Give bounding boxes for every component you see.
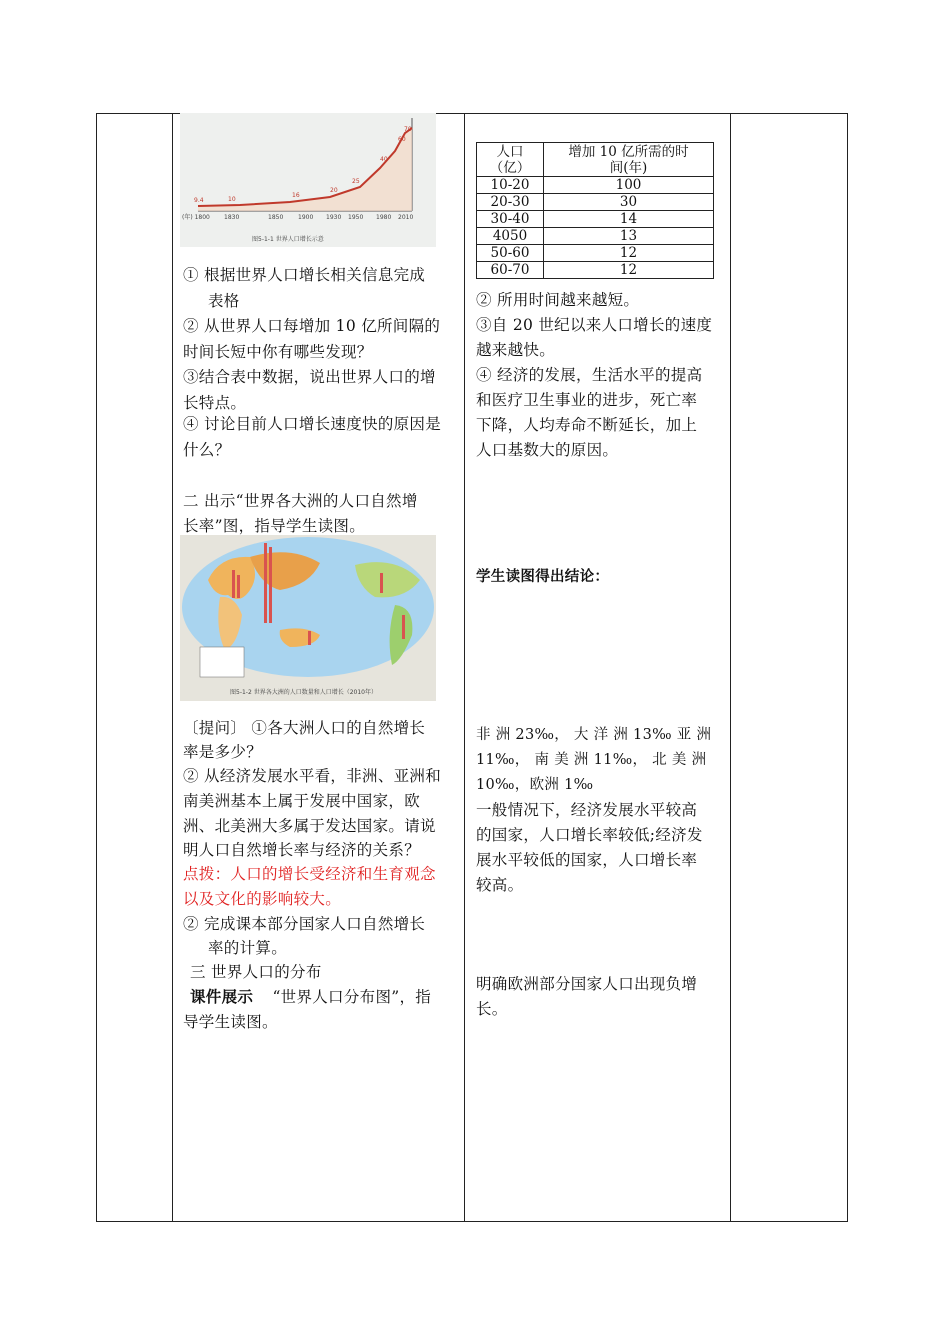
header-population-line2: （亿） (489, 159, 531, 176)
row-years: 14 (544, 211, 714, 228)
svg-text:16: 16 (292, 192, 300, 199)
table-row (477, 211, 714, 228)
calc-task-cont: 率的计算。 (208, 939, 288, 957)
svg-text:1930: 1930 (326, 214, 342, 221)
svg-text:9.4: 9.4 (194, 197, 204, 204)
table-row (477, 245, 714, 262)
general-line-2: 的国家，人口增长率较低;经济发 (476, 826, 703, 844)
row-range: 30-40 (477, 211, 544, 228)
svg-text:2010: 2010 (398, 214, 414, 221)
question-2: ② 从世界人口每增加 10 亿所间隔的 (183, 317, 441, 335)
question-2-cont: 时间长短中你有哪些发现？ (183, 343, 373, 361)
economy-question-2: 南美洲基本上属于发展中国家，欧 (183, 792, 421, 810)
courseware-label: 课件展示 (190, 988, 254, 1006)
row-years: 13 (544, 228, 714, 245)
population-curve-drawing (180, 113, 436, 247)
economy-question-4: 明人口自然增长率与经济的关系？ (183, 841, 421, 859)
header-years-line2: 间(年) (609, 159, 648, 176)
question-ask-cont: 率是多少？ (183, 743, 263, 761)
section-2-heading: 二 出示“世界各大洲的人口自然增 (183, 492, 418, 510)
economy-question-3: 洲、北美洲大多属于发达国家。请说 (183, 817, 436, 835)
general-line-1: 一般情况下，经济发展水平较高 (476, 801, 698, 819)
answer-3: ③自 20 世纪以来人口增长的速度 (476, 316, 713, 334)
europe-note-1: 明确欧洲部分国家人口出现负增 (476, 975, 698, 993)
table-header-years (544, 143, 714, 177)
world-map-drawing (180, 535, 436, 701)
economy-question-1: ② 从经济发展水平看，非洲、亚洲和 (183, 767, 442, 785)
rates-line-2: 11‰， 南 美 洲 11‰， 北 美 洲 (476, 752, 707, 768)
europe-note-2: 长。 (476, 1000, 508, 1018)
svg-text:20: 20 (330, 187, 338, 194)
general-line-3: 展水平较低的国家，人口增长率 (476, 851, 698, 869)
question-1-cont: 表格 (208, 292, 240, 310)
courseware-line-cont: 导学生读图。 (183, 1013, 278, 1031)
header-years-line1: 增加 10 亿所需的时 (568, 143, 689, 160)
svg-text:40: 40 (380, 156, 388, 163)
hint-text: 点拨：人口的增长受经济和生育观念 (183, 865, 436, 883)
population-growth-chart (180, 113, 436, 247)
svg-text:1900: 1900 (298, 214, 314, 221)
question-1: ① 根据世界人口增长相关信息完成 (183, 266, 426, 284)
row-range: 50-60 (477, 245, 544, 262)
row-range: 20-30 (477, 194, 544, 211)
question-3-cont: 长特点。 (183, 394, 247, 412)
question-ask: 〔提问〕 ①各大洲人口的自然增长 (183, 719, 426, 737)
general-line-4: 较高。 (476, 876, 524, 894)
row-years: 30 (544, 194, 714, 211)
answer-4-line4: 人口基数大的原因。 (476, 441, 619, 459)
answer-4-line2: 和医疗卫生事业的进步，死亡率 (476, 391, 698, 409)
calc-task: ② 完成课本部分国家人口自然增长 (183, 915, 426, 933)
table-row (477, 228, 714, 245)
svg-text:60: 60 (398, 136, 406, 143)
world-population-map (180, 535, 436, 701)
question-3: ③结合表中数据，说出世界人口的增 (183, 368, 436, 386)
col-divider-3 (730, 114, 731, 1221)
map-caption: 图5-1-2 世界各大洲的人口数量和人口增长（2010年） (230, 689, 377, 696)
hint-text-cont: 以及文化的影响较大。 (183, 890, 342, 908)
table-row (477, 262, 714, 279)
table-header-population (477, 143, 544, 177)
table-row (477, 177, 714, 194)
answer-3-cont: 越来越快。 (476, 341, 556, 359)
answer-4-line1: ④ 经济的发展，生活水平的提高 (476, 366, 703, 384)
svg-text:25: 25 (352, 178, 360, 185)
courseware-line (190, 985, 431, 1011)
col-divider-1 (172, 114, 173, 1221)
svg-text:(年) 1800: (年) 1800 (182, 214, 210, 221)
svg-text:1950: 1950 (348, 214, 364, 221)
svg-text:70: 70 (404, 126, 412, 133)
row-range: 10-20 (477, 177, 544, 194)
row-range: 4050 (477, 228, 544, 245)
rates-line-3: 10‰，欧洲 1‰ (476, 777, 594, 793)
svg-text:1850: 1850 (268, 214, 284, 221)
row-range: 60-70 (477, 262, 544, 279)
row-years: 12 (544, 245, 714, 262)
table-row (477, 194, 714, 211)
svg-text:1980: 1980 (376, 214, 392, 221)
answer-4-line3: 下降，人均寿命不断延长，加上 (476, 416, 698, 434)
svg-text:1830: 1830 (224, 214, 240, 221)
row-years: 12 (544, 262, 714, 279)
rates-line-1: 非 洲 23‰， 大 洋 洲 13‰ 亚 洲 (476, 727, 712, 743)
courseware-text: “世界人口分布图”，指 (272, 988, 432, 1006)
question-4-cont: 什么？ (183, 441, 231, 459)
question-4: ④ 讨论目前人口增长速度快的原因是 (183, 415, 442, 433)
population-growth-table (476, 142, 714, 279)
section-2-heading-cont: 长率”图，指导学生读图。 (183, 517, 366, 535)
chart1-caption: 图5-1-1 世界人口增长示意 (252, 236, 324, 243)
header-population-line1: 人口 (496, 143, 524, 160)
svg-text:10: 10 (228, 196, 236, 203)
answer-2: ② 所用时间越来越短。 (476, 291, 640, 309)
row-years: 100 (544, 177, 714, 194)
col-divider-2 (464, 114, 465, 1221)
section-3-heading: 三 世界人口的分布 (190, 963, 322, 981)
student-conclusion-heading: 学生读图得出结论： (476, 569, 610, 585)
